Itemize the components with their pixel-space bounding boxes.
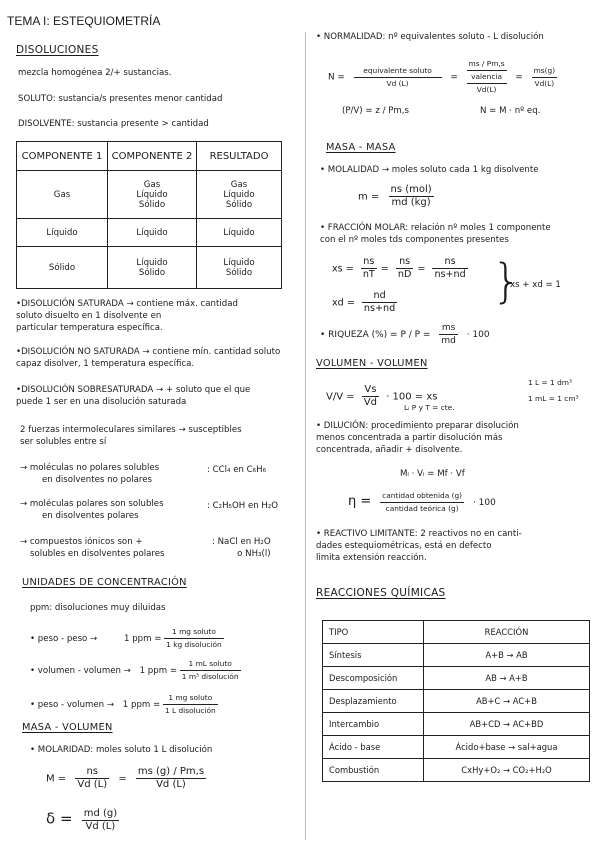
table-cell: Sólido <box>17 247 108 289</box>
table-header: REACCIÓN <box>424 621 590 644</box>
fraction <box>164 626 224 651</box>
formula-lhs: V/V = <box>326 391 355 403</box>
numerator: 1 mg soluto <box>163 692 218 705</box>
denominator: ns+nd <box>363 303 396 314</box>
denominator: valencia <box>467 71 507 84</box>
formula-lhs: M = <box>46 773 67 785</box>
formula-lhs: • RIQUEZA (%) = P / P = <box>320 330 431 340</box>
numerator: ms / Pm,s <box>467 58 507 71</box>
text-line: concentrada, añadir + disolvente. <box>316 445 463 455</box>
table-header: TIPO <box>323 621 424 644</box>
denominator: md <box>441 336 456 346</box>
formula-xs: xs = $\frac{ns}{nT}$ = $\frac{ns}{nD}$ = $\frac{ns}{ns+nd}$ <box>332 256 466 280</box>
numerator: ns <box>361 256 377 269</box>
denominator: 1 m³ disolución <box>181 672 239 681</box>
table-cell: Combustión <box>323 759 424 782</box>
formula-peso-peso <box>30 626 224 651</box>
table-header: COMPONENTE 1 <box>17 142 108 171</box>
numerator: 1 mL soluto <box>180 658 241 671</box>
table-cell: Ácido - base <box>323 736 424 759</box>
table-row <box>323 713 590 736</box>
formula-pv <box>342 105 409 117</box>
numerator: ns <box>396 256 413 269</box>
cell-line: Líquido <box>223 189 255 200</box>
table-row <box>17 219 282 247</box>
dilucion-block <box>316 420 519 456</box>
denominator: Vd (L) <box>85 821 116 832</box>
fuerzas-block <box>20 424 242 448</box>
section-heading-masa-volumen: MASA - VOLUMEN <box>22 722 113 733</box>
brace-icon: } <box>492 254 522 308</box>
denominator: nD <box>397 269 412 280</box>
formula-riqueza <box>320 322 490 347</box>
section-heading-reacciones: REACCIONES QUÍMICAS <box>316 587 446 599</box>
molalidad-text: • MOLALIDAD → moles soluto cada 1 kg disolvente <box>320 165 539 175</box>
cell-line: Sólido <box>138 267 166 278</box>
ionicos-example <box>212 536 271 560</box>
table-cell: Líquido <box>108 219 197 247</box>
text-line: solubles en disolventes polares <box>30 549 165 559</box>
cell-line: Líquido <box>136 257 168 268</box>
text-line: •DISOLUCIÓN NO SATURADA → contiene mín. cantidad soluto <box>16 347 281 357</box>
fraction <box>432 256 467 281</box>
denominator: md (kg) <box>391 197 431 208</box>
denominator: nT <box>362 269 375 280</box>
text-line: • DILUCIÓN: procedimiento preparar disolución <box>316 421 519 431</box>
molaridad-text: • MOLARIDAD: moles soluto 1 L disolución <box>30 745 213 755</box>
formula-n-relation: N = M · nº eq. <box>480 106 541 116</box>
formula-lhs: N = <box>328 72 345 83</box>
polares-example: : C₂H₅OH en H₂O <box>207 501 279 511</box>
table-row <box>17 171 282 219</box>
numerator: 1 mg soluto <box>164 626 224 639</box>
table-header-row <box>323 621 590 644</box>
table-cell: AB+CD → AC+BD <box>424 713 590 736</box>
text-line: limita extensión reacción. <box>316 553 427 563</box>
formula-eq: 1 ppm = <box>124 634 162 644</box>
no-saturada-block <box>16 346 280 370</box>
text-line: o NH₃(l) <box>237 549 271 559</box>
table-row <box>17 247 282 289</box>
table-row <box>323 667 590 690</box>
denominator: Vd(L) <box>476 85 497 94</box>
table-header-row <box>17 142 282 171</box>
reactions-table <box>322 620 590 782</box>
ppm-text: ppm: disoluciones muy diluidas <box>30 603 166 613</box>
soluto-text: SOLUTO: sustancia/s presentes menor cantidad <box>18 94 223 104</box>
text-line: • FRACCIÓN MOLAR: relación nº moles 1 componente <box>320 223 551 233</box>
formula-lhs: m = <box>358 191 380 203</box>
numerator: cantidad obtenida (g) <box>380 490 464 503</box>
fraction <box>163 692 218 717</box>
cell-line: Líquido <box>223 257 255 268</box>
denominator: Vd (L) <box>77 779 108 790</box>
table-cell: Síntesis <box>323 644 424 667</box>
numerator: ns <box>432 256 467 269</box>
table-cell: CxHy+O₂ → CO₂+H₂O <box>424 759 590 782</box>
table-header: COMPONENTE 2 <box>108 142 197 171</box>
text-line: puede 1 ser en una disolución saturada <box>16 397 187 407</box>
conversion-1: 1 L = 1 dm³ <box>528 378 572 387</box>
ionicos-block <box>20 536 165 560</box>
text-line: → moléculas polares son solubles <box>20 499 164 509</box>
cell-line: Sólido <box>225 267 253 278</box>
formula-lhs: xs = <box>332 263 354 275</box>
numerator: Vs <box>362 384 379 397</box>
text-line: dades estequiométricas, está en defecto <box>316 541 492 551</box>
text-line: •DISOLUCIÓN SOBRESATURADA → + soluto que el que <box>16 385 251 395</box>
denominator: Vd (L) <box>156 779 186 790</box>
table-cell: Líquido <box>17 219 108 247</box>
cell-line: Gas <box>143 179 161 190</box>
formula-sum: xs + xd = 1 <box>510 280 561 290</box>
numerator: nd <box>362 290 397 303</box>
fraction <box>354 65 442 90</box>
formula-lhs: (P/V) = <box>342 106 373 116</box>
disolvente-text: DISOLVENTE: sustancia presente > cantidad <box>18 119 209 129</box>
table-cell: Ácido+base → sal+agua <box>424 736 590 759</box>
fraction <box>180 658 241 683</box>
table-cell: Intercambio <box>323 713 424 736</box>
formula-lhs: η = <box>348 494 372 509</box>
formula-molalidad <box>358 184 434 209</box>
numerator: ms <box>439 322 457 335</box>
numerator: ms (g) / Pm,s <box>137 766 205 777</box>
table-cell <box>108 171 197 219</box>
text-line: particular temperatura específica. <box>16 323 163 333</box>
formula-lhs: δ = <box>46 809 73 828</box>
equals: = <box>515 72 523 83</box>
cell-line: Sólido <box>138 199 166 210</box>
equals: = <box>118 773 127 785</box>
formula-lhs: xd = <box>332 297 355 309</box>
fraccion-block <box>320 222 551 246</box>
table-header: RESULTADO <box>197 142 282 171</box>
reactivo-block <box>316 528 522 564</box>
numerator: ms(g) <box>532 65 558 78</box>
table-cell: Descomposición <box>323 667 424 690</box>
denominator: Vd (L) <box>386 78 409 88</box>
numerator: equivalente soluto <box>354 65 442 78</box>
sobresaturada-block <box>16 384 250 408</box>
fraction <box>75 766 109 791</box>
text-line: con el nº moles tds componentes presentes <box>320 235 509 245</box>
formula-peso-vol <box>30 692 218 717</box>
denominator: Vd(L) <box>534 78 555 88</box>
fraction <box>362 290 397 315</box>
normalidad-text: • NORMALIDAD: nº equivalentes soluto - L disolución <box>316 32 544 42</box>
formula-xd <box>332 290 397 315</box>
table-cell: AB+C → AC+B <box>424 690 590 713</box>
text-line: •DISOLUCIÓN SATURADA → contiene máx. cantidad <box>16 299 238 309</box>
text-line: en disolventes no polares <box>42 475 153 485</box>
fraction <box>467 58 507 96</box>
numerator: ns <box>75 766 109 779</box>
fraction <box>361 256 377 281</box>
text-line: ser solubles entre sí <box>20 437 107 447</box>
table-cell <box>108 247 197 289</box>
text-line: menos concentrada a partir disolución más <box>316 433 503 443</box>
formula-densidad <box>46 808 119 833</box>
vv-condition: Lᵢ P y T = cte. <box>404 403 455 412</box>
text-line: : NaCl en H₂O <box>212 537 271 547</box>
table-cell: Líquido <box>197 219 282 247</box>
fraction <box>136 766 206 791</box>
formula-label: • volumen - volumen → <box>30 666 131 676</box>
formula-eq: 1 ppm = <box>139 666 178 676</box>
cell-line: Líquido <box>136 189 168 200</box>
fraction <box>439 322 457 347</box>
formula-rhs: z / Pm,s <box>375 106 409 116</box>
numerator: ns (mol) <box>390 184 432 195</box>
table-row <box>323 736 590 759</box>
table-cell: Desplazamiento <box>323 690 424 713</box>
table-cell: Gas <box>17 171 108 219</box>
section-heading-volumen-volumen: VOLUMEN - VOLUMEN <box>316 358 428 369</box>
page-title: TEMA I: ESTEQUIOMETRÍA <box>7 14 161 28</box>
text-line: soluto disuelto en 1 disolvente en <box>16 311 162 321</box>
fraction <box>396 256 413 281</box>
formula-label: • peso - peso → <box>30 634 98 644</box>
text-line: → compuestos iónicos son + <box>20 537 143 547</box>
fraction <box>362 384 379 409</box>
polares-block <box>20 498 164 522</box>
table-cell: AB → A+B <box>424 667 590 690</box>
text-line: 2 fuerzas intermoleculares similares → susceptibles <box>20 425 242 435</box>
cell-line: Gas <box>230 179 248 190</box>
column-divider <box>305 32 306 840</box>
denominator: Vd <box>363 397 377 408</box>
section-heading-unidades: UNIDADES DE CONCENTRACIÓN <box>22 577 187 588</box>
fraction <box>82 808 119 833</box>
formula-tail: · 100 <box>466 330 490 340</box>
table-row <box>323 759 590 782</box>
numerator: md (g) <box>83 808 118 819</box>
text-line: capaz disolver, 1 temperatura específica. <box>16 359 195 369</box>
components-table <box>16 141 282 289</box>
table-row <box>323 644 590 667</box>
conversion-2: 1 mL = 1 cm³ <box>528 394 579 403</box>
table-row <box>323 690 590 713</box>
formula-tail: · 100 <box>472 498 496 508</box>
denominator: ns+nd <box>434 269 466 280</box>
table-cell <box>197 247 282 289</box>
fraction <box>532 65 558 90</box>
fraction <box>389 184 434 209</box>
text-line: → moléculas no polares solubles <box>20 463 160 473</box>
text-line: en disolventes polares <box>42 511 139 521</box>
text-line: • REACTIVO LIMITANTE: 2 reactivos no en canti- <box>316 529 522 539</box>
formula-dilucion: Mᵢ · Vᵢ = Mf · Vf <box>400 469 465 479</box>
formula-rendimiento <box>348 490 496 515</box>
section-heading-masa-masa: MASA - MASA <box>326 142 396 153</box>
table-cell: A+B → AB <box>424 644 590 667</box>
section-heading-disoluciones: DISOLUCIONES <box>16 44 99 56</box>
equals: = <box>450 72 458 83</box>
formula-label: • peso - volumen → <box>30 700 115 710</box>
formula-tail: · 100 = xs <box>386 391 438 403</box>
formula-normalidad <box>328 58 557 96</box>
denominator: 1 kg disolución <box>166 640 222 649</box>
formula-vol-vol <box>30 658 241 683</box>
denominator: 1 L disolución <box>164 706 216 715</box>
denominator: cantidad teórica (g) <box>385 504 459 513</box>
definition-text: mezcla homogénea 2/+ sustancias. <box>18 68 172 78</box>
formula-molaridad <box>46 766 206 791</box>
formula-eq: 1 ppm = <box>122 700 161 710</box>
table-cell <box>197 171 282 219</box>
apolares-block <box>20 462 159 486</box>
saturada-block <box>16 298 238 334</box>
apolares-example: : CCl₄ en C₆H₆ <box>207 465 267 475</box>
fraction <box>380 490 464 515</box>
cell-line: Sólido <box>225 199 253 210</box>
